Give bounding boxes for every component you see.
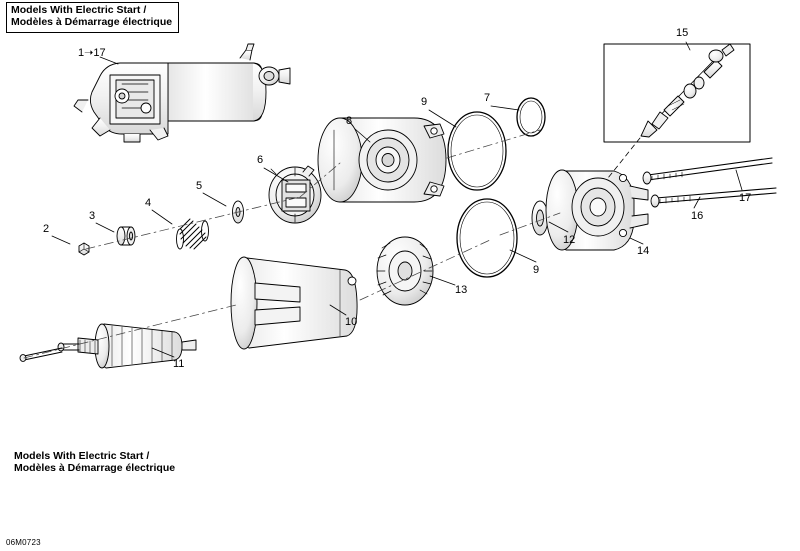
callout-9-lower: 9 <box>533 264 540 276</box>
callout-13: 13 <box>455 284 468 296</box>
part-1-17-assembly <box>74 44 290 142</box>
callout-7: 7 <box>484 92 491 104</box>
part-9-oring-lower <box>457 199 517 277</box>
part-16-17-bolts <box>643 158 776 207</box>
part-15-inset <box>604 44 750 142</box>
part-7-oring <box>517 98 545 136</box>
callout-15: 15 <box>676 27 689 39</box>
callout-12: 12 <box>563 234 576 246</box>
note-line-en: Models With Electric Start / <box>14 450 150 462</box>
title-line-en: Models With Electric Start / <box>11 4 147 16</box>
part-3-washer <box>117 227 135 245</box>
callout-3: 3 <box>89 210 96 222</box>
callout-9-upper: 9 <box>421 96 428 108</box>
callout-1-17: 1➝17 <box>78 47 106 59</box>
note-line-fr: Modèles à Démarrage électrique <box>14 462 176 475</box>
part-9-oring-upper <box>448 112 506 190</box>
callout-16: 16 <box>691 210 704 222</box>
part-6-brush-holder <box>269 166 321 223</box>
note-box <box>14 450 175 474</box>
part-12-washer <box>532 201 548 235</box>
title-line-fr: Modèles à Démarrage électrique <box>11 15 173 28</box>
callout-11: 11 <box>173 358 185 370</box>
callout-8: 8 <box>346 115 353 127</box>
part-8-end-housing <box>318 118 446 202</box>
part-13-toothed-plate <box>377 237 433 305</box>
callout-5: 5 <box>196 180 203 192</box>
callout-17: 17 <box>739 192 752 204</box>
part-10-motor-housing <box>231 257 357 349</box>
callout-14: 14 <box>637 245 650 257</box>
figure-code: 06M0723 <box>6 538 41 547</box>
title-box <box>6 2 179 33</box>
callout-6: 6 <box>257 154 264 166</box>
callout-10: 10 <box>345 316 358 328</box>
part-11-armature <box>20 324 196 368</box>
part-14-drive-housing <box>546 170 648 250</box>
callout-4: 4 <box>145 197 152 209</box>
callout-2: 2 <box>43 223 50 235</box>
